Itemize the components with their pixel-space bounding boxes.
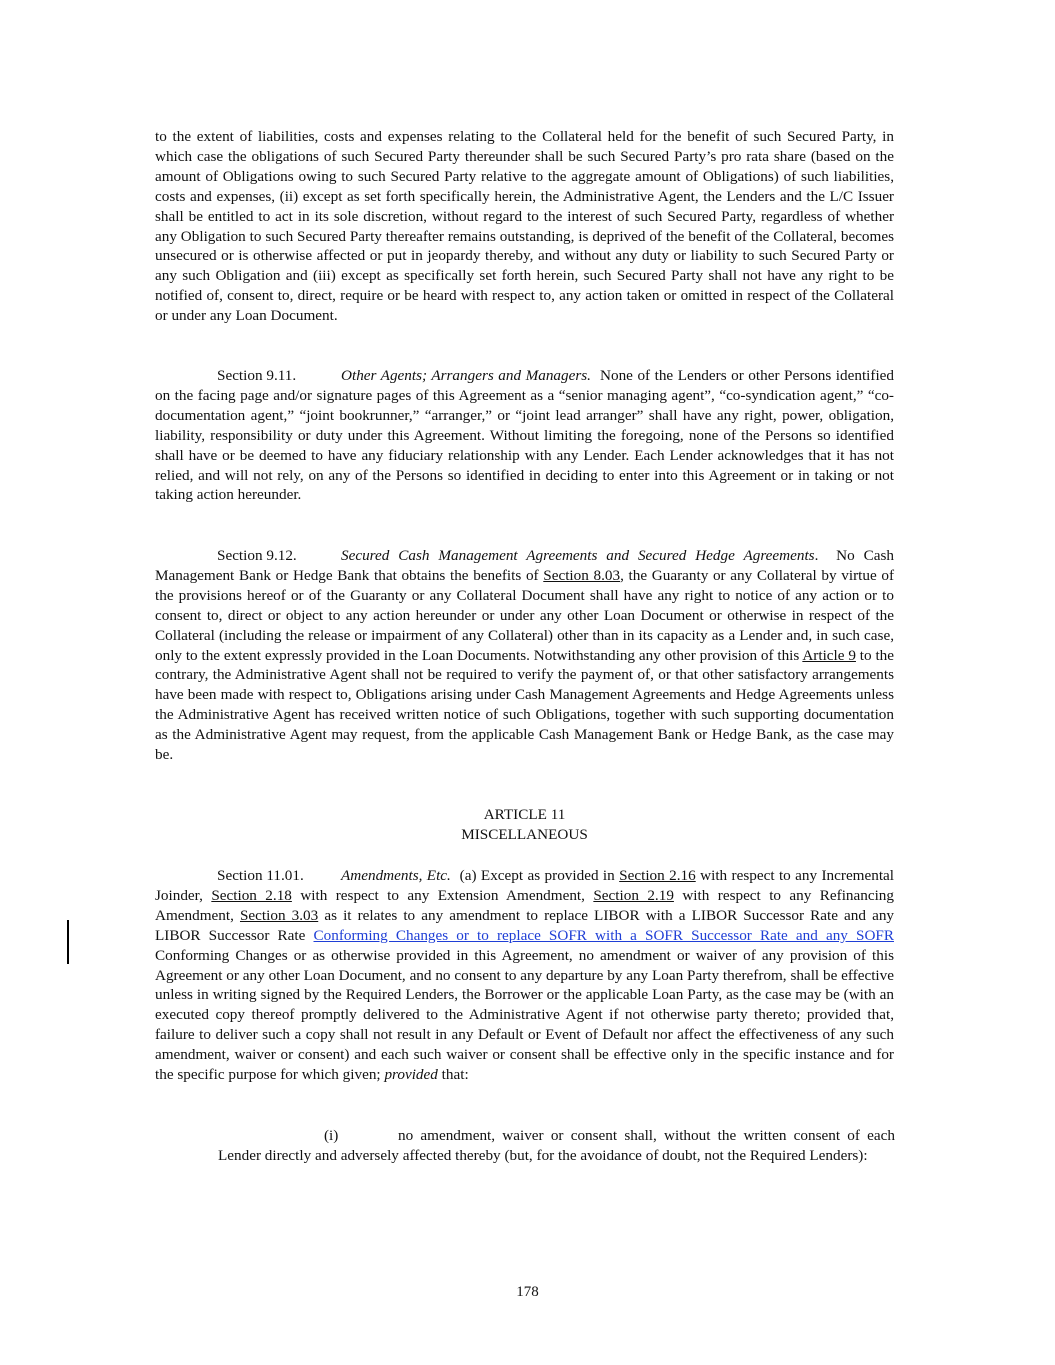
section-3-03-reference: Section 3.03 <box>239 906 319 924</box>
section-2-18-reference: Section 2.18 <box>211 886 292 904</box>
section-2-19-reference: Section 2.19 <box>593 886 674 904</box>
page-number: 178 <box>516 1284 539 1300</box>
section-2-16-reference: Section 2.16 <box>619 867 696 884</box>
section-8-03-reference: Section 8.03 <box>543 566 621 584</box>
continuation-paragraph: to the extent of liabilities, costs and expenses relating to the Collateral held for the benefit of such Secured Party, in which case the obligations of such Secured Party thereunder shall be such Secured Party’s pro rata share (based on the amount of Obligations owing to such Secured Party relative to the aggregate amount of Obligations) of such liabilities, costs and expenses, (ii) except as set forth specifically herein, the Administrative Agent, the Lenders and the L/C Issuer shall be entitled to act in its sole discretion, without regard to the interest of such Secured Party, regardless of whether any Obligation to such Secured Party thereafter remains outstanding, is deprived of the benefit of the Collateral, becomes unsecured or is otherwise affected or put in jeopardy thereby, and without any duty or liability to such Secured Party or any such Obligation and (iii) except as specifically set forth herein, such Secured Party shall not have any right to be notified of, consent to, direct, require or be heard with respect to, any action taken or omitted in respect of the Collateral or under any Loan Document. <box>155 128 894 325</box>
section-9-11-number: Section 9.11. <box>217 367 297 384</box>
section-11-01-number: Section 11.01. <box>217 867 304 884</box>
article-heading-title: MISCELLANEOUS <box>461 826 588 843</box>
clause-i-number: (i) <box>324 1127 339 1144</box>
section-9-11-title: Other Agents; Arrangers and Managers. <box>341 367 591 384</box>
section-9-12-number: Section 9.12. <box>217 547 297 564</box>
section-9-12-paragraph: Section 9.12. Secured Cash Management Agreements and Secured Hedge Agreements. No Cash Management Bank or Hedge Bank that obtains the benefits of Section 8.03, the Guaranty or any Collateral by virtue of the provisions hereof or of the Guaranty or any Collateral Document shall have any right to notice of any action or to consent to, direct or object to any action hereunder or under any other Loan Document or otherwise in respect of the Collateral (including the release or impairment of any Collateral) other than in its capacity as a Lender and, in such case, only to the extent expressly provided in the Loan Documents. Notwithstanding any other provision of this Article 9 to the contrary, the Administrative Agent shall not be required to verify the payment of, or that other satisfactory arrangements have been made with respect to, Obligations arising under Cash Management Agreements and Hedge Agreements unless the Administrative Agent has received written notice of such Obligations, together with such supporting documentation as the Administrative Agent may request, from the applicable Cash Management Bank or Hedge Bank, as the case may be. <box>155 547 895 764</box>
change-bar <box>67 920 69 964</box>
clause-i-paragraph <box>218 1126 895 1166</box>
section-11-01-paragraph: Section 11.01. Amendments, Etc. (a) Except as provided in Section 2.16 with respect to any Incremental Joinder, Section 2.18 with respect to any Extension Amendment, Section 2.19 with respect to any Refinancing Amendment, Section 3.03 as it relates to any amendment to replace LIBOR with a LIBOR Successor Rate and any LIBOR Successor Rate Conforming Changes or to replace SOFR with a SOFR Successor Rate and any SOFR Conforming Changes or as otherwise provided in this Agreement, no amendment or waiver of any provision of this Agreement or any other Loan Document, and no consent to any departure by any Loan Party therefrom, shall be effective unless in writing signed by the Required Lenders, the Borrower or the applicable Loan Party, as the case may be (with an executed copy thereof promptly delivered to the Administrative Agent if not otherwise party thereto; provided that, failure to deliver such a copy shall not result in any Default or Event of Default nor affect the effectiveness of any such amendment, waiver or consent) and each such waiver or consent shall be effective only in the specific instance and for the specific purpose for which given; provided that: <box>155 867 895 1084</box>
provided-term: provided <box>384 1066 438 1084</box>
inserted-revision-text: Conforming Changes or to replace SOFR with a SOFR Successor Rate and any SOFR <box>313 926 894 944</box>
section-9-11-body: None of the Lenders or other Persons identified on the facing page and/or signature pages of this Agreement as a “senior managing agent”, “co-syndication agent,” “co-documentation agent,” “joint bookrunner,” “arranger,” or “joint lead arranger” shall have any right, power, obligation, liability, responsibility or duty under this Agreement. Without limiting the foregoing, none of the Persons so identified shall have or be deemed to have any fiduciary relationship with any Lender. Each Lender acknowledges that it has not relied, and will not rely, on any of the Persons so identified in deciding to enter into this Agreement or in taking or not taking action hereunder. <box>155 367 895 504</box>
clause-i-text: no amendment, waiver or consent shall, without the written consent of each Lender directly and adversely affected thereby (but, for the avoidance of doubt, not the Required Lenders): <box>218 1127 895 1164</box>
article-9-reference: Article 9 <box>802 646 856 664</box>
article-heading-number: ARTICLE 11 <box>483 806 566 823</box>
section-11-01-title: Amendments, Etc. <box>341 867 451 884</box>
section-9-11-paragraph <box>155 366 894 505</box>
section-9-12-title: Secured Cash Management Agreements and Secured Hedge Agreements <box>341 547 815 564</box>
